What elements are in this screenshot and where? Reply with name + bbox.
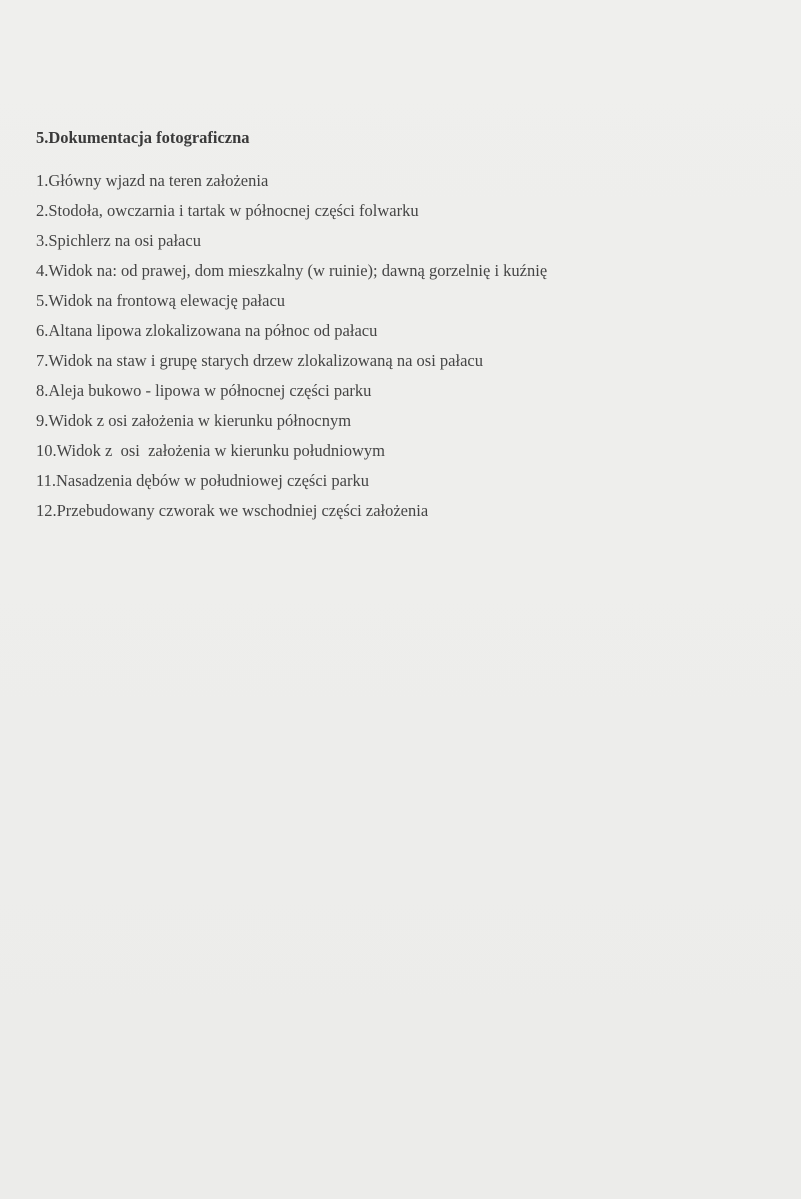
list-item: 6.Altana lipowa zlokalizowana na północ od pałacu — [36, 321, 378, 340]
list-item: 9.Widok z osi założenia w kierunku północnym — [36, 411, 352, 430]
list-item: 12.Przebudowany czworak we wschodniej części założenia — [36, 501, 429, 520]
list-item: 4.Widok na: od prawej, dom mieszkalny (w ruinie); dawną gorzelnię i kuźnię — [36, 261, 548, 280]
list-item: 1.Główny wjazd na teren założenia — [36, 171, 269, 190]
photo-list — [36, 171, 547, 531]
list-item: 5.Widok na frontową elewację pałacu — [36, 291, 286, 310]
section-heading: 5.Dokumentacja fotograficzna — [36, 128, 250, 147]
list-item: 10.Widok z osi założenia w kierunku południowym — [36, 441, 385, 460]
list-item: 11.Nasadzenia dębów w południowej części parku — [36, 471, 369, 490]
list-item: 3.Spichlerz na osi pałacu — [36, 231, 201, 250]
list-item: 7.Widok na staw i grupę starych drzew zlokalizowaną na osi pałacu — [36, 351, 483, 370]
list-item: 8.Aleja bukowo - lipowa w północnej części parku — [36, 381, 372, 400]
list-item: 2.Stodoła, owczarnia i tartak w północnej części folwarku — [36, 201, 419, 220]
